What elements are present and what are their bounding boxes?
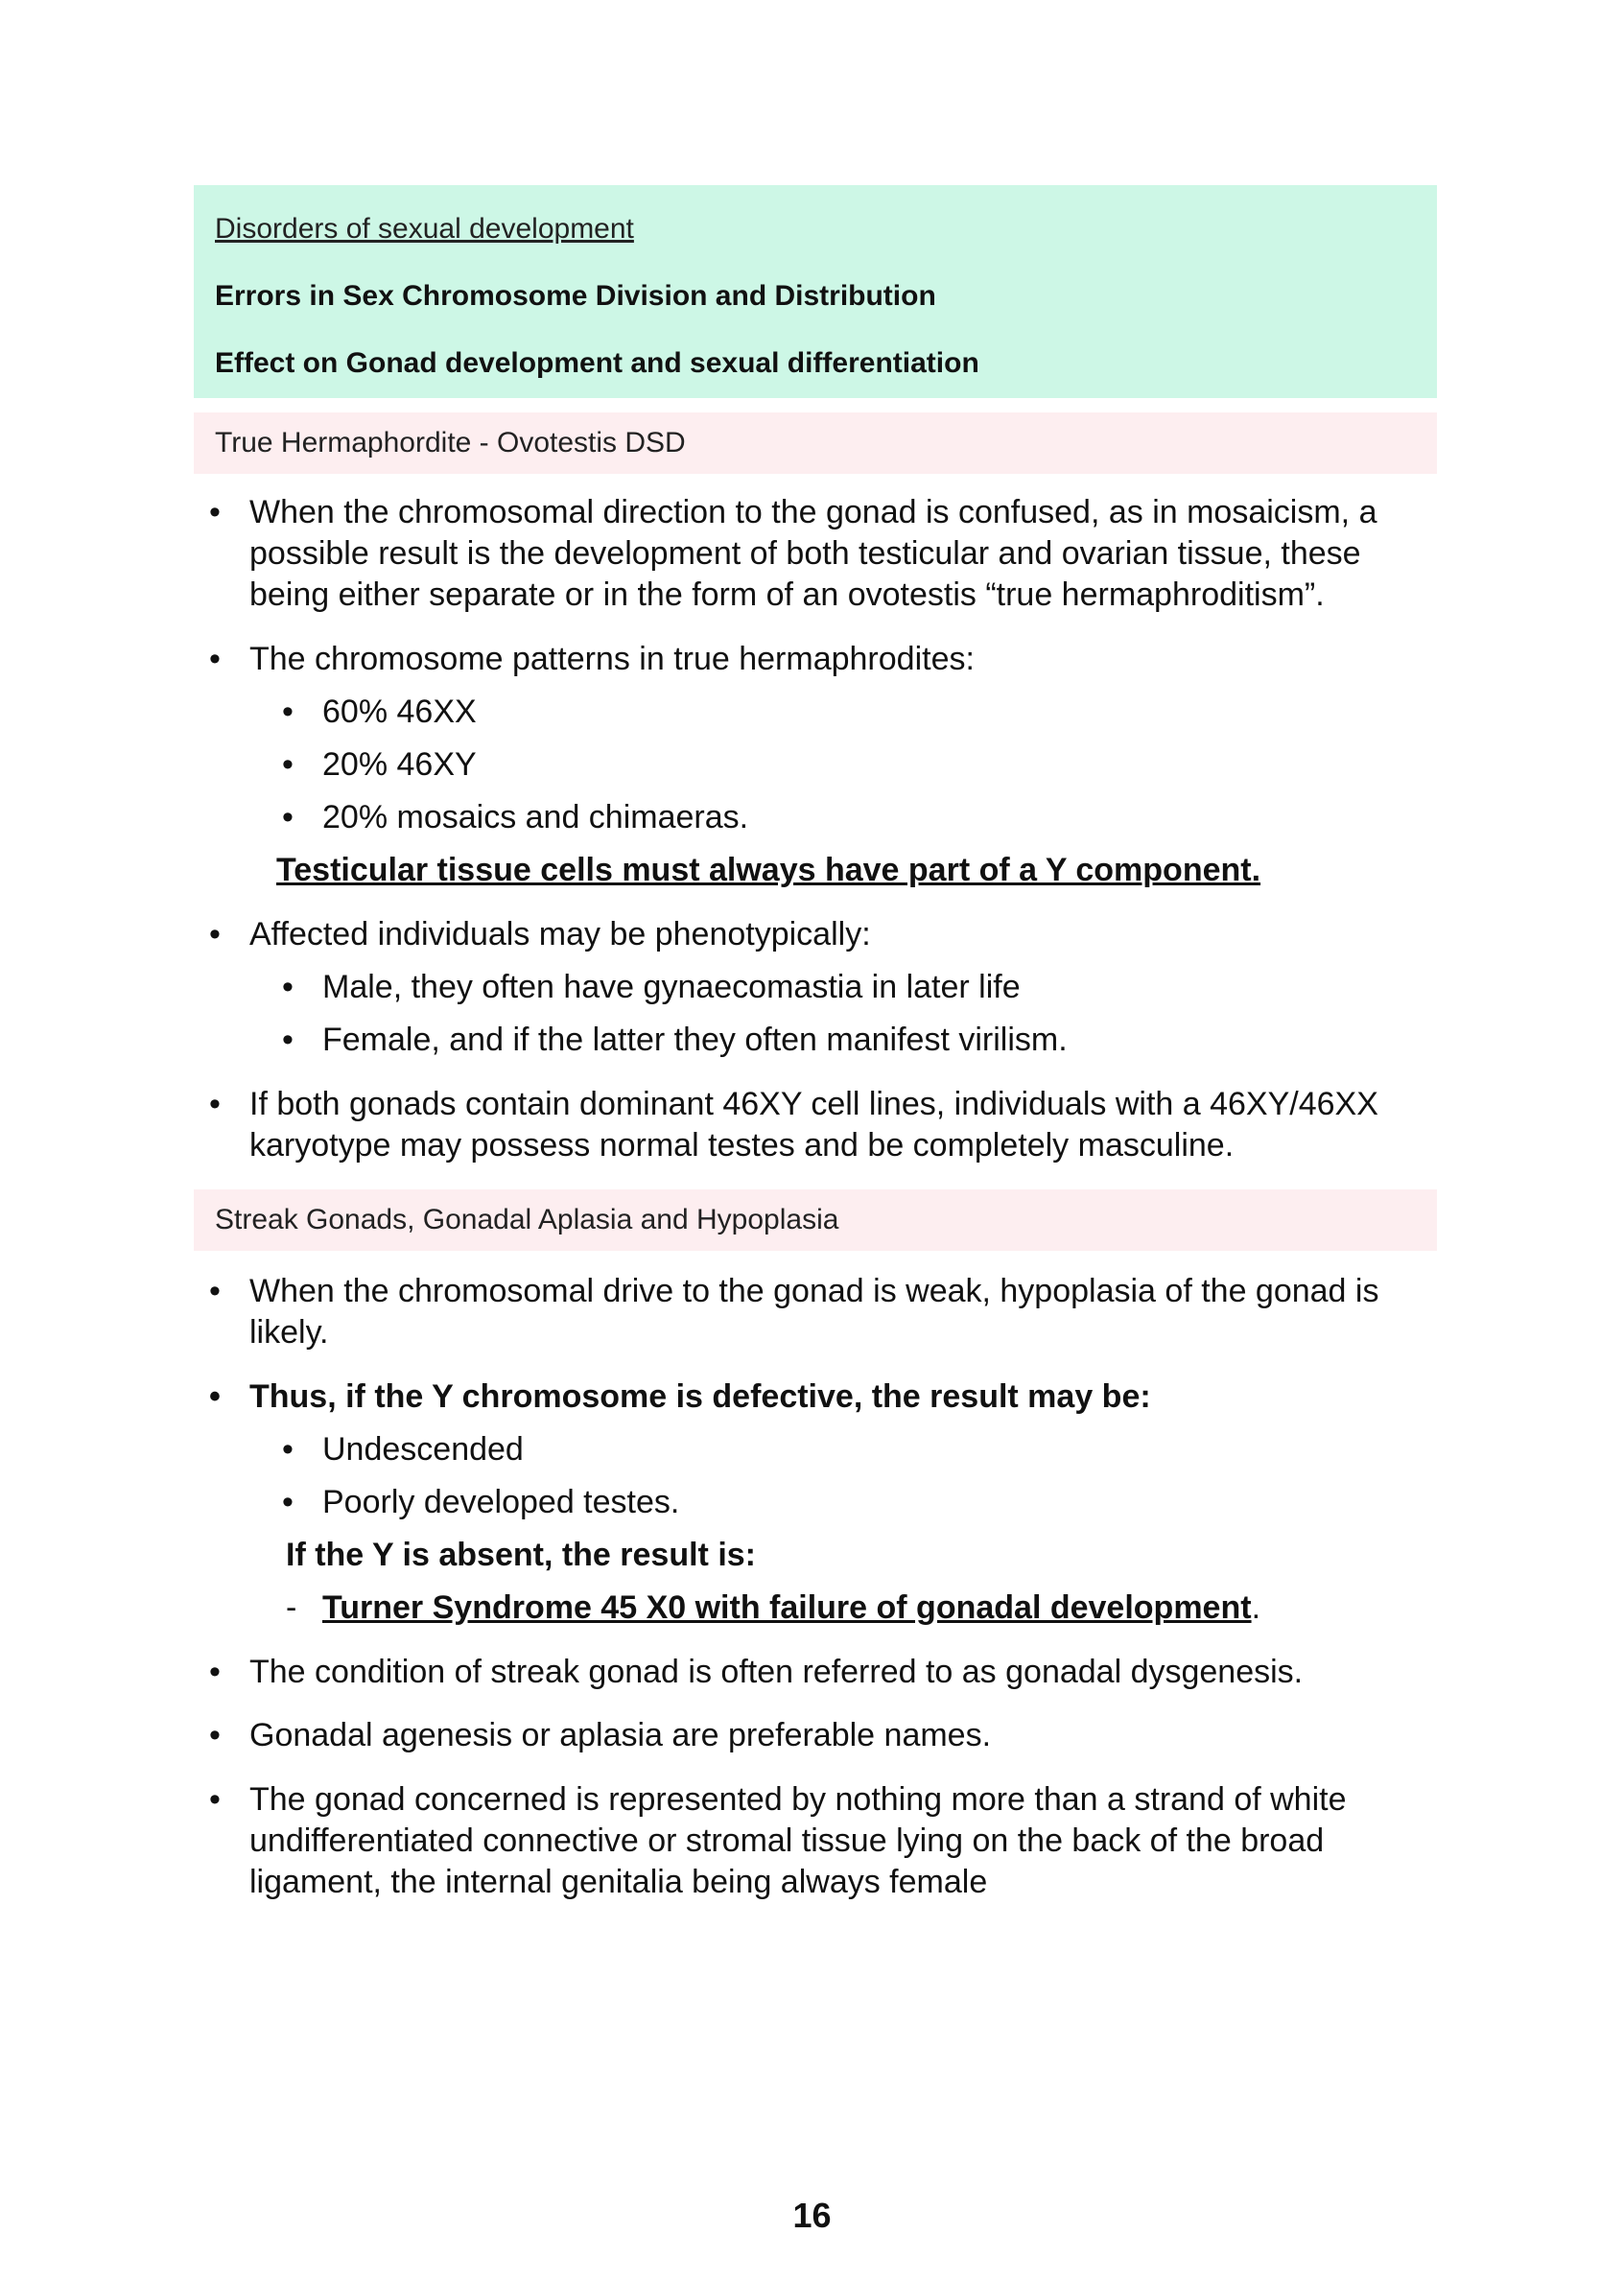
section-heading-text: True Hermaphordite - Ovotestis DSD	[215, 427, 686, 459]
sub-bullet-marker: •	[282, 1431, 294, 1468]
sub-bullet-marker: •	[282, 1484, 294, 1520]
s2-b1-line-1: When the chromosomal drive to the gonad is weak, hypoplasia of the gonad is	[249, 1273, 1379, 1309]
s1-b2-sub-2: 20% 46XY	[322, 746, 477, 783]
bullet-marker: •	[209, 1781, 221, 1818]
page-number: 16	[792, 2196, 832, 2235]
s1-b2-text: The chromosome patterns in true hermaphrodites:	[249, 641, 975, 677]
sub-bullet-marker: •	[282, 1022, 294, 1058]
sub-bullet-marker: •	[282, 694, 294, 730]
s2-b4-text: Gonadal agenesis or aplasia are preferable names.	[249, 1717, 992, 1753]
header-subtitle-2: Effect on Gonad development and sexual differentiation	[215, 347, 979, 379]
section-heading-text: Streak Gonads, Gonadal Aplasia and Hypoplasia	[215, 1204, 839, 1235]
s2-b2-sub-2: Poorly developed testes.	[322, 1484, 680, 1520]
s1-b4-line-2: karyotype may possess normal testes and be completely masculine.	[249, 1127, 1235, 1164]
header-title: Disorders of sexual development	[215, 213, 634, 245]
s2-b2-text: Thus, if the Y chromosome is defective, the result may be:	[249, 1378, 1151, 1415]
s2-b2-note: If the Y is absent, the result is:	[286, 1537, 756, 1573]
s1-b3-text: Affected individuals may be phenotypically:	[249, 916, 871, 952]
section-heading-true-hermaphrodite	[194, 412, 1437, 474]
header-subtitle-1: Errors in Sex Chromosome Division and Distribution	[215, 280, 936, 312]
sub-bullet-marker: •	[282, 799, 294, 835]
dash-item-suffix: .	[1251, 1589, 1261, 1626]
s1-b2-note: Testicular tissue cells must always have part of a Y component.	[276, 852, 1261, 888]
bullet-marker: •	[209, 494, 221, 530]
sub-bullet-marker: •	[282, 969, 294, 1005]
s2-b2-sub-1: Undescended	[322, 1431, 524, 1468]
bullet-marker: •	[209, 1717, 221, 1753]
s1-b1-line-3: being either separate or in the form of an ovotestis “true hermaphroditism”.	[249, 576, 1325, 613]
s1-b3-sub-2: Female, and if the latter they often manifest virilism.	[322, 1022, 1068, 1058]
bullet-marker: •	[209, 1086, 221, 1122]
s2-b5-line-1: The gonad concerned is represented by nothing more than a strand of white	[249, 1781, 1347, 1818]
bullet-marker: •	[209, 1654, 221, 1690]
s2-b5-line-3: ligament, the internal genitalia being always female	[249, 1864, 988, 1900]
s2-b2-dash-item	[322, 1587, 1260, 1629]
s2-b5-line-2: undifferentiated connective or stromal tissue lying on the back of the broad	[249, 1822, 1325, 1859]
s1-b3-sub-1: Male, they often have gynaecomastia in later life	[322, 969, 1021, 1005]
dash-marker: -	[286, 1589, 297, 1626]
bullet-marker: •	[209, 1378, 221, 1415]
section-heading-streak-gonads	[194, 1189, 1437, 1251]
s1-b4-line-1: If both gonads contain dominant 46XY cell lines, individuals with a 46XY/46XX	[249, 1086, 1378, 1122]
s1-b2-sub-3: 20% mosaics and chimaeras.	[322, 799, 749, 835]
sub-bullet-marker: •	[282, 746, 294, 783]
s1-b2-sub-1: 60% 46XX	[322, 694, 477, 730]
bullet-marker: •	[209, 641, 221, 677]
header-box	[194, 185, 1437, 398]
s2-b1-line-2: likely.	[249, 1314, 329, 1351]
s2-b3-text: The condition of streak gonad is often referred to as gonadal dysgenesis.	[249, 1654, 1304, 1690]
bullet-marker: •	[209, 1273, 221, 1309]
s1-b1-line-1: When the chromosomal direction to the gonad is confused, as in mosaicism, a	[249, 494, 1377, 530]
turner-syndrome-text: Turner Syndrome 45 X0 with failure of gonadal development	[322, 1589, 1252, 1626]
bullet-marker: •	[209, 916, 221, 952]
s1-b1-line-2: possible result is the development of both testicular and ovarian tissue, these	[249, 535, 1361, 572]
